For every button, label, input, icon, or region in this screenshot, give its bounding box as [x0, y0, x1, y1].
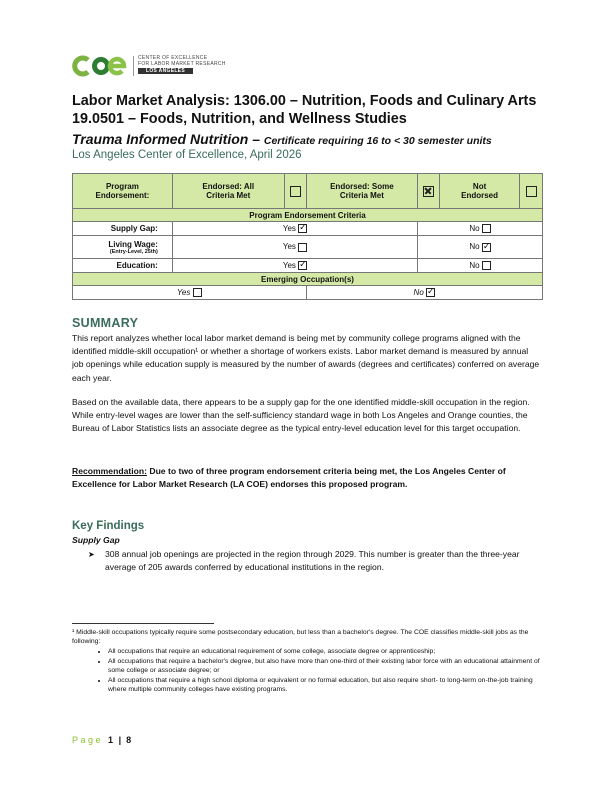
- summary-paragraph-1: This report analyzes whether local labor market demand is being met by community college programs aligned with the identified middle-skill occupation¹ or whether a shortage of workers exists. Labor market demand is measured by annual job openings while education supply is measured by the number of awards (degrees and certificates) conferred on average each year.: [72, 333, 540, 383]
- summary-paragraph-2: Based on the available data, there appears to be a supply gap for the one identified middle-skill occupation in the region. While entry-level wages are lower than the self-sufficiency standard wage in both Los Angeles and Orange counties, the Bureau of Labor Statistics lists an associate degree as the typical entry-level education level for this target occupation.: [72, 397, 530, 434]
- footnote-rule: [72, 623, 214, 624]
- footnote-item: • All occupations that require an educational requirement of some college, associate degree or apprenticeship;: [108, 647, 542, 656]
- all-criteria-checkbox[interactable]: [290, 186, 301, 197]
- recommendation: [72, 465, 542, 491]
- logo-line-2: FOR LABOR MARKET RESEARCH: [138, 61, 226, 67]
- endorsement-row: [73, 174, 543, 209]
- key-findings-heading: Key Findings: [72, 520, 145, 532]
- finding-text: 308 annual job openings are projected in the region through 2029. This number is greater than the three-year average of 205 awards conferred by educational institutions in the region.: [105, 549, 520, 573]
- living-wage-sub: (Entry-Level, 25th): [109, 248, 158, 255]
- logo-divider: [133, 56, 134, 76]
- emerging-no-label: No: [413, 287, 424, 297]
- supply-gap-no-label: No: [469, 223, 480, 233]
- living-wage-no-checkbox[interactable]: [482, 243, 491, 252]
- arrow-bullet-icon: ➤: [88, 550, 95, 559]
- option-some-criteria: Endorsed: Some Criteria Met: [306, 174, 418, 209]
- footnote: [72, 628, 542, 695]
- report-title: Labor Market Analysis: 1306.00 – Nutrition, Foods and Culinary Arts 19.0501 – Foods, Nutrition, and Wellness Studies: [72, 93, 537, 127]
- coe-logo: [72, 54, 232, 78]
- subtitle-small: Certificate requiring 16 to < 30 semester units: [263, 135, 492, 147]
- program-endorsement-label: Program Endorsement:: [73, 174, 173, 209]
- living-wage-yes-label: Yes: [282, 242, 296, 252]
- education-yes-label: Yes: [282, 260, 296, 270]
- option-not-endorsed: Not Endorsed: [440, 174, 520, 209]
- org-date: Los Angeles Center of Excellence, April 2026: [72, 149, 302, 161]
- education-no-checkbox[interactable]: [482, 261, 491, 270]
- education-label: Education:: [73, 259, 173, 273]
- footnote-item: • All occupations that require a bachelor's degree, but also have more than one-third of their existing labor force with an educational attainment of some college or associate degree; or: [108, 657, 542, 675]
- emerging-row: [73, 286, 543, 300]
- endorsement-table: [72, 173, 543, 300]
- page-footer: [72, 735, 132, 745]
- recommendation-label: Recommendation:: [72, 466, 147, 476]
- report-subtitle: [72, 131, 492, 147]
- page-number: 1: [108, 735, 114, 745]
- logo-text: [138, 55, 226, 74]
- page-separator: |: [118, 735, 122, 745]
- education-yes-checkbox[interactable]: [298, 261, 307, 270]
- footnote-list: [72, 647, 542, 694]
- living-wage-row: [73, 236, 543, 259]
- option-all-criteria: Endorsed: All Criteria Met: [172, 174, 284, 209]
- footnote-intro: ¹ Middle-skill occupations typically require some postsecondary education, but less than a bachelor's degree. The COE classifies middle-skill jobs as the following:: [72, 629, 529, 645]
- some-criteria-checkbox-checked[interactable]: [423, 186, 434, 197]
- supply-gap-row: [73, 222, 543, 236]
- coe-logo-mark: [72, 54, 130, 78]
- criteria-header: Program Endorsement Criteria: [73, 209, 543, 222]
- supply-gap-yes-label: Yes: [282, 223, 296, 233]
- subtitle-main: Trauma Informed Nutrition –: [72, 131, 264, 147]
- supply-gap-yes-checkbox[interactable]: [298, 224, 307, 233]
- logo-line-3: LOS ANGELES: [138, 68, 193, 74]
- finding-bullet: [88, 548, 543, 574]
- emerging-header: Emerging Occupation(s): [73, 273, 543, 286]
- living-wage-yes-checkbox[interactable]: [298, 243, 307, 252]
- education-row: [73, 259, 543, 273]
- summary-heading: SUMMARY: [72, 316, 139, 330]
- supply-gap-subheading: Supply Gap: [72, 535, 120, 545]
- supply-gap-no-checkbox[interactable]: [482, 224, 491, 233]
- footnote-item: • All occupations that require a high school diploma or equivalent or no formal education, but also require short- to long-term on-the-job training where multiple community colleges have existing programs.: [108, 676, 542, 694]
- living-wage-label: Living Wage:: [108, 239, 158, 249]
- page-total: 8: [126, 735, 132, 745]
- emerging-yes-checkbox[interactable]: [193, 288, 202, 297]
- emerging-yes-label: Yes: [177, 287, 191, 297]
- emerging-no-checkbox[interactable]: [426, 288, 435, 297]
- supply-gap-label: Supply Gap:: [73, 222, 173, 236]
- logo-line-1: CENTER OF EXCELLENCE: [138, 55, 208, 61]
- living-wage-no-label: No: [469, 242, 480, 252]
- page-word: Page: [72, 735, 104, 745]
- not-endorsed-checkbox[interactable]: [526, 186, 537, 197]
- education-no-label: No: [469, 260, 480, 270]
- recommendation-text: Due to two of three program endorsement criteria being met, the Los Angeles Center of Excellence for Labor Market Research (LA COE) endorses this proposed program.: [72, 466, 506, 490]
